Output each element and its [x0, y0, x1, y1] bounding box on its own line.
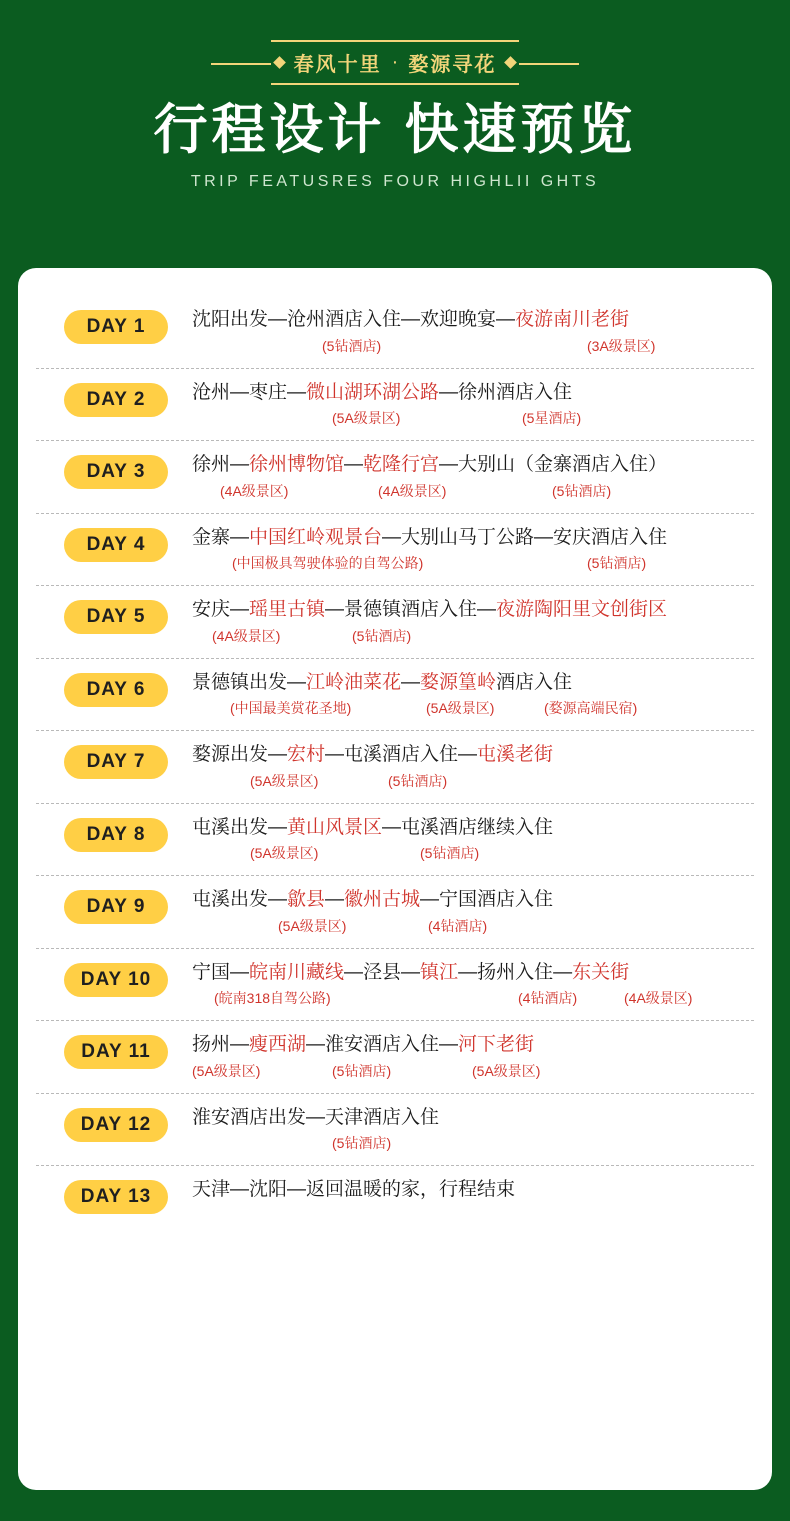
route-highlight: 歙县 — [287, 889, 326, 910]
route-segment: —大别山马丁公路—安庆酒店入住 — [382, 526, 668, 548]
route-highlight: 宏村 — [287, 744, 326, 765]
route-notes — [192, 1061, 754, 1083]
route-highlight: 瑶里古镇 — [249, 599, 326, 620]
itinerary-row — [36, 1093, 754, 1166]
route-note: (5A级景区) — [278, 917, 347, 934]
poster-header — [0, 0, 790, 191]
route-highlight: 江岭油菜花 — [306, 671, 402, 693]
route-highlight: 东关街 — [572, 961, 630, 983]
route-note: (4A级景区) — [378, 482, 447, 499]
route-notes — [192, 843, 754, 865]
route-segment: — — [401, 671, 421, 693]
route-segment: —宁国酒店入住 — [420, 889, 554, 910]
route-segment: 扬州— — [192, 1034, 250, 1055]
day-badge: DAY 7 — [64, 745, 168, 779]
route-segment: —大别山（金寨酒店入住） — [439, 454, 668, 475]
route-block — [192, 814, 754, 876]
route-segment: — — [344, 454, 364, 475]
route-note: (4A级景区) — [212, 627, 281, 644]
route-note: (4钻酒店) — [518, 990, 578, 1006]
itinerary-row — [36, 1020, 754, 1093]
route-note: (5钻酒店) — [322, 337, 382, 354]
day-badge: DAY 4 — [64, 528, 168, 562]
ribbon-text-right: 婺源寻花 — [408, 54, 497, 76]
route-block — [192, 741, 754, 803]
route-notes — [192, 553, 754, 575]
route-segment: 宁国— — [192, 961, 250, 983]
route-text — [192, 524, 754, 553]
ribbon-banner — [271, 40, 520, 85]
route-block — [192, 1104, 754, 1166]
route-note: (5钻酒店) — [332, 1062, 392, 1079]
route-notes — [192, 481, 754, 503]
route-text — [192, 306, 754, 335]
route-highlight: 乾隆行宫 — [363, 454, 440, 475]
route-segment: —泾县— — [344, 961, 421, 983]
route-segment: 天津—沈阳—返回温暖的家，行程结束 — [192, 1179, 516, 1200]
route-segment: —淮安酒店入住— — [306, 1034, 459, 1055]
route-note: (5钻酒店) — [420, 845, 480, 861]
route-highlight: 中国红岭观景台 — [249, 526, 383, 548]
route-segment: 婺源出发— — [192, 744, 288, 765]
route-highlight: 黄山风景区 — [287, 816, 383, 838]
itinerary-row — [36, 948, 754, 1021]
itinerary-row — [36, 296, 754, 368]
route-notes — [192, 1133, 754, 1155]
day-badge: DAY 9 — [64, 890, 168, 924]
route-note: (5A级景区) — [472, 1062, 541, 1079]
day-badge: DAY 8 — [64, 818, 168, 852]
day-badge: DAY 10 — [64, 963, 168, 997]
route-block — [192, 306, 754, 368]
route-notes — [192, 408, 754, 430]
day-badge: DAY 11 — [64, 1035, 168, 1069]
route-segment: —扬州入住— — [458, 961, 573, 983]
route-text — [192, 379, 754, 408]
route-block — [192, 451, 754, 513]
route-notes — [192, 988, 754, 1010]
route-block — [192, 1031, 754, 1093]
route-segment: 安庆— — [192, 599, 250, 620]
route-text — [192, 1176, 754, 1205]
route-note: (5A级景区) — [192, 1062, 261, 1079]
itinerary-row — [36, 730, 754, 803]
page-title: 行程设计 快速预览 — [153, 100, 637, 160]
route-block — [192, 886, 754, 948]
route-note: (4A级景区) — [624, 990, 693, 1006]
itinerary-row — [36, 875, 754, 948]
route-text — [192, 669, 754, 698]
route-highlight: 皖南川藏线 — [249, 961, 345, 983]
route-note: (4钻酒店) — [428, 917, 488, 934]
diamond-right-icon — [504, 56, 517, 69]
route-segment: 沈阳出发—沧州酒店入住—欢迎晚宴— — [192, 309, 516, 330]
route-segment: 屯溪出发— — [192, 816, 288, 838]
route-segment: 淮安酒店出发—天津酒店入住 — [192, 1106, 440, 1128]
route-note: (5钻酒店) — [587, 555, 647, 571]
route-segment: —屯溪酒店继续入住 — [382, 816, 554, 838]
route-note: (5钻酒店) — [332, 1135, 392, 1151]
itinerary-row — [36, 368, 754, 441]
route-notes — [192, 336, 754, 358]
route-block — [192, 1176, 754, 1220]
route-segment: — — [325, 889, 345, 910]
route-note: (5A级景区) — [250, 772, 319, 789]
itinerary-row — [36, 513, 754, 586]
route-text — [192, 959, 754, 988]
route-highlight: 徽州古城 — [344, 889, 421, 910]
route-note: (中国极具驾驶体验的自驾公路) — [232, 555, 424, 571]
route-text — [192, 814, 754, 843]
route-note: (5A级景区) — [250, 845, 319, 861]
route-block — [192, 959, 754, 1021]
route-text — [192, 741, 754, 770]
route-segment: 酒店入住 — [496, 671, 573, 693]
route-segment: —景德镇酒店入住— — [325, 599, 497, 620]
route-segment: 景德镇出发— — [192, 671, 307, 693]
itinerary-row — [36, 440, 754, 513]
route-block — [192, 524, 754, 586]
route-text — [192, 886, 754, 915]
itinerary-row — [36, 803, 754, 876]
route-segment: 徐州— — [192, 454, 250, 475]
route-note: (5A级景区) — [426, 700, 495, 716]
route-highlight: 徐州博物馆 — [249, 454, 345, 475]
route-segment: 沧州—枣庄— — [192, 381, 307, 403]
route-note: (4A级景区) — [220, 482, 289, 499]
route-segment: —徐州酒店入住 — [439, 381, 573, 403]
route-note: (5A级景区) — [332, 410, 401, 426]
route-notes — [192, 1206, 754, 1210]
route-highlight: 屯溪老街 — [477, 744, 554, 765]
ribbon-dot-icon: · — [391, 51, 399, 73]
route-segment: 屯溪出发— — [192, 889, 288, 910]
ribbon-text-left: 春风十里 — [293, 54, 382, 76]
day-badge: DAY 13 — [64, 1180, 168, 1214]
route-highlight: 夜游陶阳里文创街区 — [496, 599, 668, 620]
route-text — [192, 451, 754, 480]
day-badge: DAY 5 — [64, 600, 168, 634]
route-highlight: 河下老街 — [458, 1034, 535, 1055]
route-segment: —屯溪酒店入住— — [325, 744, 478, 765]
route-notes — [192, 771, 754, 793]
route-note: (皖南318自驾公路) — [214, 990, 331, 1006]
route-text — [192, 596, 754, 625]
diamond-left-icon — [273, 56, 286, 69]
route-note: (5钻酒店) — [552, 482, 612, 499]
route-segment: 金寨— — [192, 526, 250, 548]
route-text — [192, 1104, 754, 1133]
route-note: (3A级景区) — [587, 337, 656, 354]
route-block — [192, 596, 754, 658]
route-block — [192, 669, 754, 731]
itinerary-row — [36, 1165, 754, 1230]
itinerary-row — [36, 658, 754, 731]
day-badge: DAY 6 — [64, 673, 168, 707]
route-notes — [192, 626, 754, 648]
route-notes — [192, 916, 754, 938]
route-highlight: 微山湖环湖公路 — [306, 381, 440, 403]
route-highlight: 镇江 — [420, 961, 459, 983]
day-badge: DAY 12 — [64, 1108, 168, 1142]
route-highlight: 婺源篁岭 — [420, 671, 497, 693]
route-note: (5钻酒店) — [352, 627, 412, 644]
route-highlight: 瘦西湖 — [249, 1034, 307, 1055]
route-note: (5星酒店) — [522, 410, 582, 426]
day-badge: DAY 1 — [64, 310, 168, 344]
day-badge: DAY 2 — [64, 383, 168, 417]
route-highlight: 夜游南川老街 — [515, 309, 630, 330]
page-subtitle: TRIP FEATUSRES FOUR HIGHLII GHTS — [190, 173, 600, 191]
day-badge: DAY 3 — [64, 455, 168, 489]
route-text — [192, 1031, 754, 1060]
route-block — [192, 379, 754, 441]
route-note: (中国最美赏花圣地) — [230, 700, 352, 716]
route-note: (5钻酒店) — [388, 772, 448, 789]
itinerary-row — [36, 585, 754, 658]
route-notes — [192, 698, 754, 720]
route-note: (婺源高端民宿) — [544, 700, 638, 716]
itinerary-card — [18, 268, 772, 1490]
